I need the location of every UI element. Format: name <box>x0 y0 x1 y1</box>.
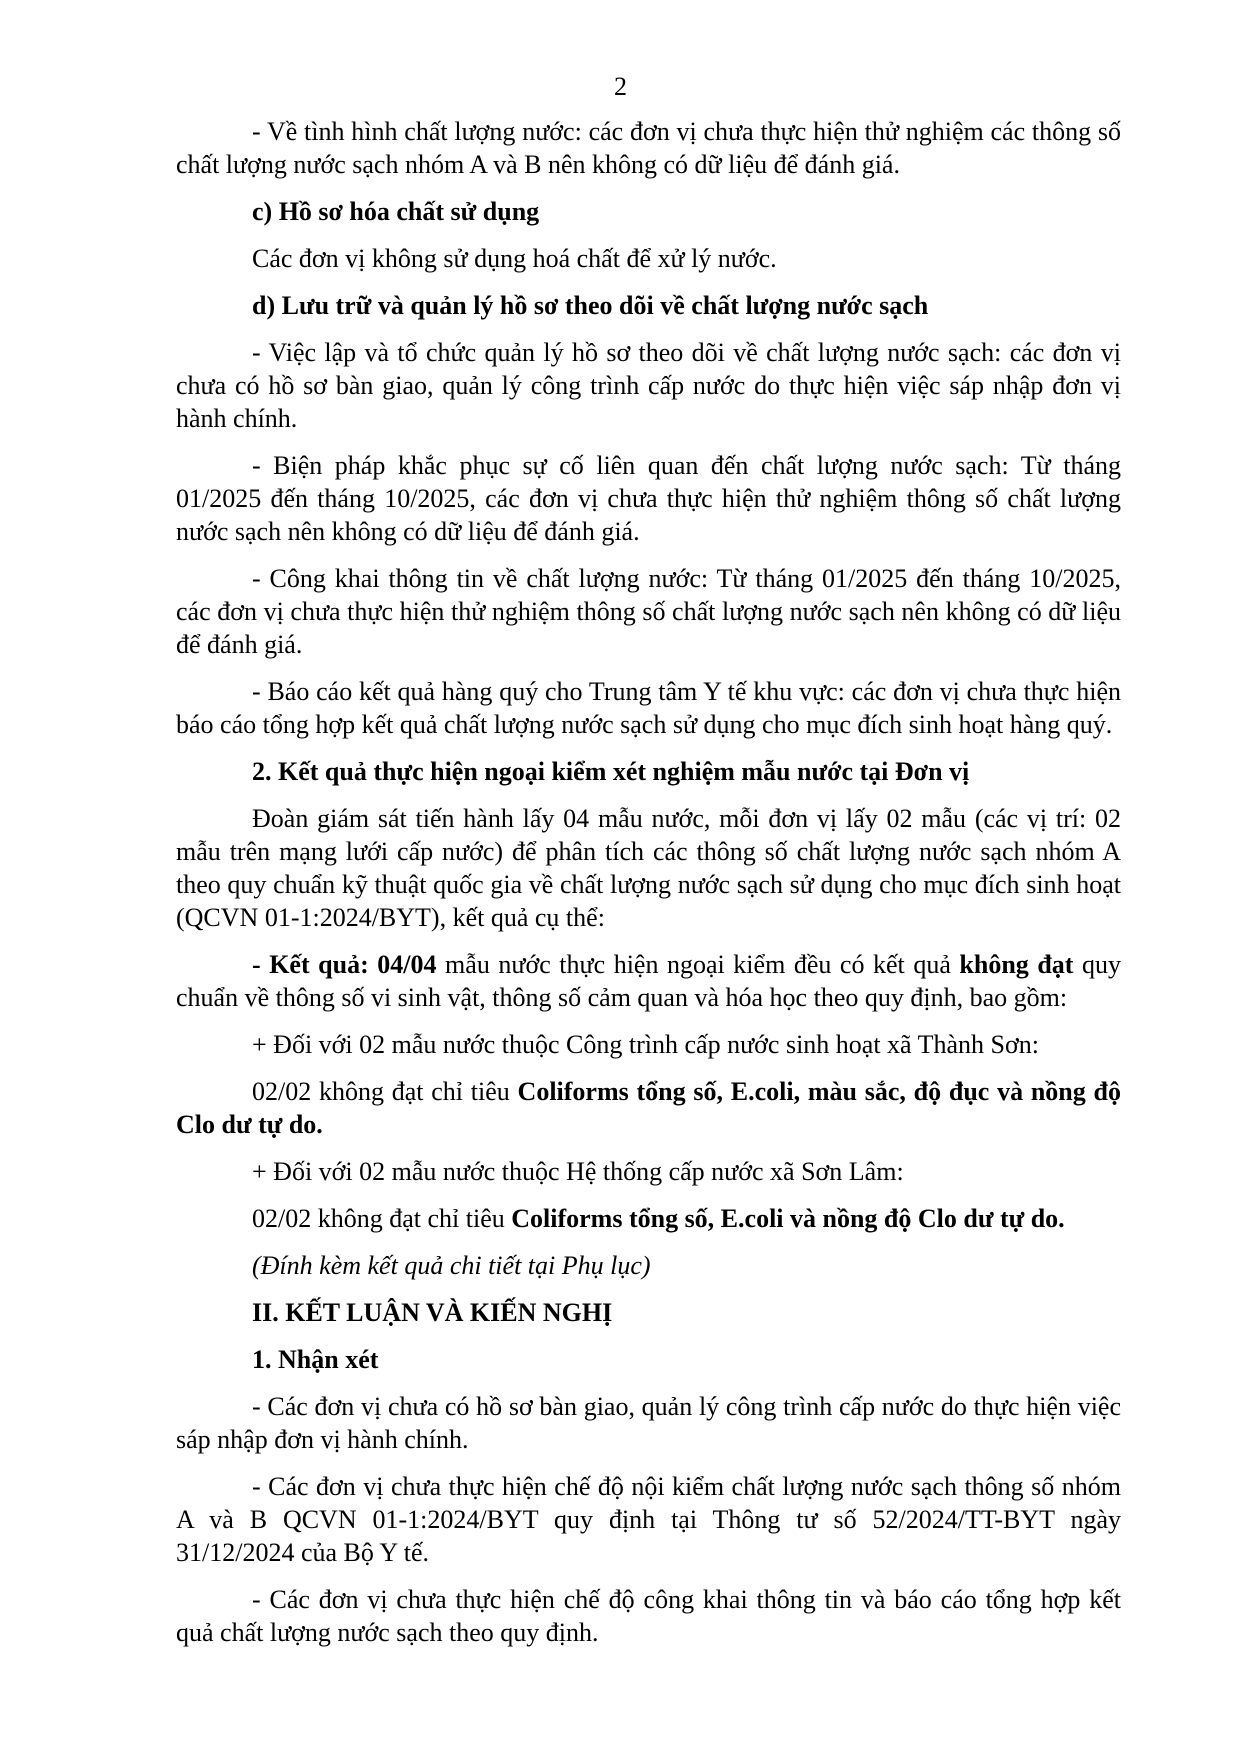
sampling-paragraph: Đoàn giám sát tiến hành lấy 04 mẫu nước, mỗi đơn vị lấy 02 mẫu (các vị trí: 02 mẫu trên mạng lưới cấp nước) để phân tích các thông số chất lượng nước sạch nhóm A theo quy chuẩn kỹ thuật quốc gia về chất lượng nước sạch sử dụng cho mục đích sinh hoạt (QCVN 01-1:2024/BYT), kết quả cụ thể: <box>176 804 1121 932</box>
remark-handover-paragraph: - Các đơn vị chưa có hồ sơ bàn giao, quản lý công trình cấp nước do thực hiện việc sáp nhập đơn vị hành chính. <box>176 1392 1121 1454</box>
result-summary-paragraph <box>176 948 1121 1014</box>
remark-disclosure-paragraph: - Các đơn vị chưa thực hiện chế độ công khai thông tin và báo cáo tổng hợp kết quả chất lượng nước sạch theo quy định. <box>176 1585 1121 1647</box>
section-heading-records: d) Lưu trữ và quản lý hồ sơ theo dõi về chất lượng nước sạch <box>252 291 929 320</box>
result-fail-label: không đạt <box>959 950 1074 979</box>
son-lam-result-paragraph <box>176 1202 1121 1235</box>
section-heading-conclusion: II. KẾT LUẬN VÀ KIẾN NGHỊ <box>252 1298 613 1327</box>
thanh-son-result-paragraph <box>176 1075 1121 1141</box>
water-quality-paragraph: - Về tình hình chất lượng nước: các đơn vị chưa thực hiện thử nghiệm các thông số chất lượng nước sạch nhóm A và B nên không có dữ liệu để đánh giá. <box>176 117 1121 179</box>
son-lam-result-text: 02/02 không đạt chỉ tiêu <box>252 1204 512 1233</box>
result-text-2: quy chuẩn về thông số vi sinh vật, thông số cảm quan và hóa học theo quy định, bao gồm: <box>176 950 1121 1012</box>
document-body <box>176 115 1121 1663</box>
remedy-paragraph: - Biện pháp khắc phục sự cố liên quan đến chất lượng nước sạch: Từ tháng 01/2025 đến tháng 10/2025, các đơn vị chưa thực hiện thử nghiệm thông số chất lượng nước sạch nên không có dữ liệu để đánh giá. <box>176 451 1121 546</box>
disclosure-paragraph: - Công khai thông tin về chất lượng nước: Từ tháng 01/2025 đến tháng 10/2025, các đơn vị chưa thực hiện thử nghiệm thông số chất lượng nước sạch nên không có dữ liệu để đánh giá. <box>176 564 1121 659</box>
thanh-son-result-params: Coliforms tổng số, E.coli, màu sắc, độ đục và nồng độ Clo dư tự do. <box>176 1077 1121 1139</box>
section-heading-external-test: 2. Kết quả thực hiện ngoại kiểm xét nghiệm mẫu nước tại Đơn vị <box>252 757 970 786</box>
section-heading-chemicals: c) Hồ sơ hóa chất sử dụng <box>252 197 540 226</box>
records-paragraph: - Việc lập và tổ chức quản lý hồ sơ theo dõi về chất lượng nước sạch: các đơn vị chưa có hồ sơ bàn giao, quản lý công trình cấp nước do thực hiện việc sáp nhập đơn vị hành chính. <box>176 338 1121 433</box>
page-number: 2 <box>614 72 627 101</box>
remark-internal-check-paragraph: - Các đơn vị chưa thực hiện chế độ nội kiểm chất lượng nước sạch thông số nhóm A và B QCVN 01-1:2024/BYT quy định tại Thông tư số 52/2024/TT-BYT ngày 31/12/2024 của Bộ Y tế. <box>176 1472 1121 1567</box>
son-lam-samples-paragraph: + Đối với 02 mẫu nước thuộc Hệ thống cấp nước xã Sơn Lâm: <box>252 1157 904 1186</box>
chemicals-paragraph: Các đơn vị không sử dụng hoá chất để xử lý nước. <box>252 244 777 273</box>
thanh-son-result-text: 02/02 không đạt chỉ tiêu <box>252 1077 518 1106</box>
quarterly-report-paragraph: - Báo cáo kết quả hàng quý cho Trung tâm Y tế khu vực: các đơn vị chưa thực hiện báo cáo tổng hợp kết quả chất lượng nước sạch sử dụng cho mục đích sinh hoạt hàng quý. <box>176 677 1121 739</box>
result-text-1: mẫu nước thực hiện ngoại kiểm đều có kết quả <box>436 950 960 979</box>
appendix-note: (Đính kèm kết quả chi tiết tại Phụ lục) <box>252 1251 651 1280</box>
result-label: - Kết quả: 04/04 <box>252 950 437 979</box>
section-heading-remarks: 1. Nhận xét <box>252 1345 379 1374</box>
son-lam-result-params: Coliforms tổng số, E.coli và nồng độ Clo dư tự do. <box>511 1204 1065 1233</box>
thanh-son-samples-paragraph: + Đối với 02 mẫu nước thuộc Công trình cấp nước sinh hoạt xã Thành Sơn: <box>252 1030 1039 1059</box>
